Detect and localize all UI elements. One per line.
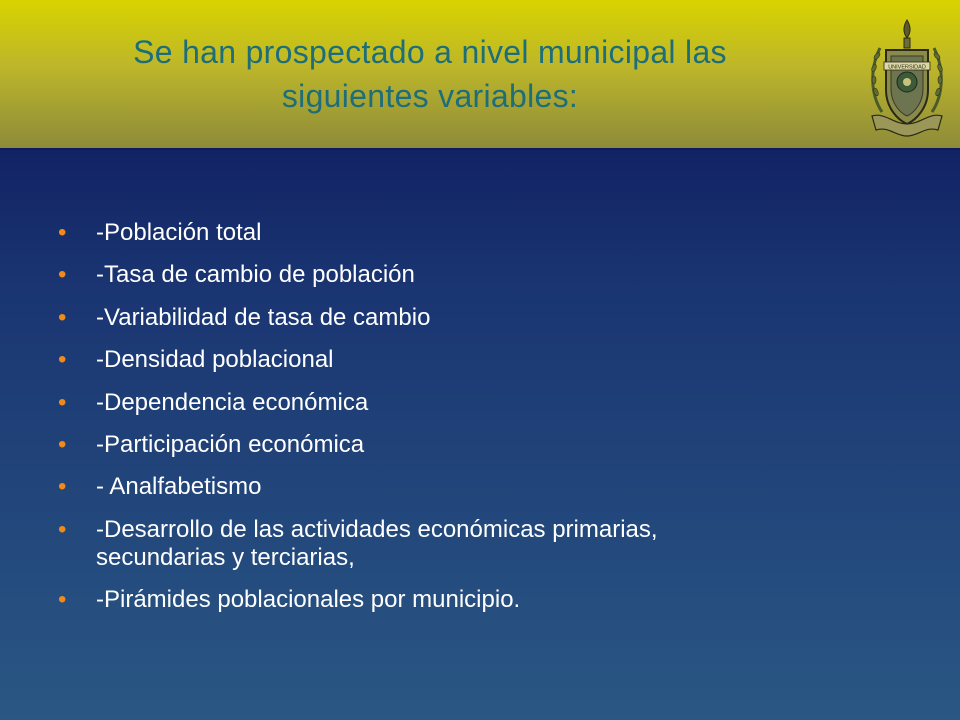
bullet-icon: • — [58, 515, 67, 543]
variables-list — [58, 219, 918, 629]
list-item — [58, 586, 918, 614]
list-item-text: -Densidad poblacional — [96, 346, 334, 374]
bullet-icon: • — [58, 388, 67, 416]
bullet-icon: • — [58, 586, 67, 614]
list-item — [58, 346, 918, 374]
list-item-text: - Analfabetismo — [96, 473, 262, 501]
list-item-text-line-1: -Desarrollo de las actividades económicas primarias, — [96, 515, 658, 543]
university-crest-icon — [864, 16, 950, 142]
list-item-text: -Participación económica — [96, 430, 365, 458]
list-item-text-line-2: secundarias y terciarias, — [96, 543, 355, 571]
list-item — [58, 219, 918, 247]
list-item — [58, 304, 918, 332]
list-item — [58, 431, 918, 459]
title-bar — [0, 0, 960, 150]
list-item-text: -Tasa de cambio de población — [96, 261, 415, 289]
list-item-text: -Pirámides poblacionales por municipio. — [96, 586, 521, 614]
bullet-icon: • — [58, 261, 67, 289]
slide-title — [30, 30, 830, 118]
bullet-icon: • — [58, 303, 67, 331]
bullet-icon: • — [58, 473, 67, 501]
list-item — [58, 261, 918, 289]
bullet-icon: • — [58, 430, 67, 458]
list-item — [58, 389, 918, 417]
list-item-text: -Variabilidad de tasa de cambio — [96, 303, 431, 331]
slide-title-line-2: siguientes variables: — [281, 78, 579, 114]
svg-text:UNIVERSIDAD: UNIVERSIDAD — [888, 64, 926, 71]
list-item — [58, 473, 918, 501]
bullet-icon: • — [58, 219, 67, 246]
bullet-icon: • — [58, 346, 67, 374]
list-item-text: -Dependencia económica — [96, 388, 369, 416]
slide-title-line-1: Se han prospectado a nivel municipal las — [133, 34, 727, 70]
list-item — [58, 516, 918, 572]
list-item-text: -Población total — [96, 219, 262, 246]
